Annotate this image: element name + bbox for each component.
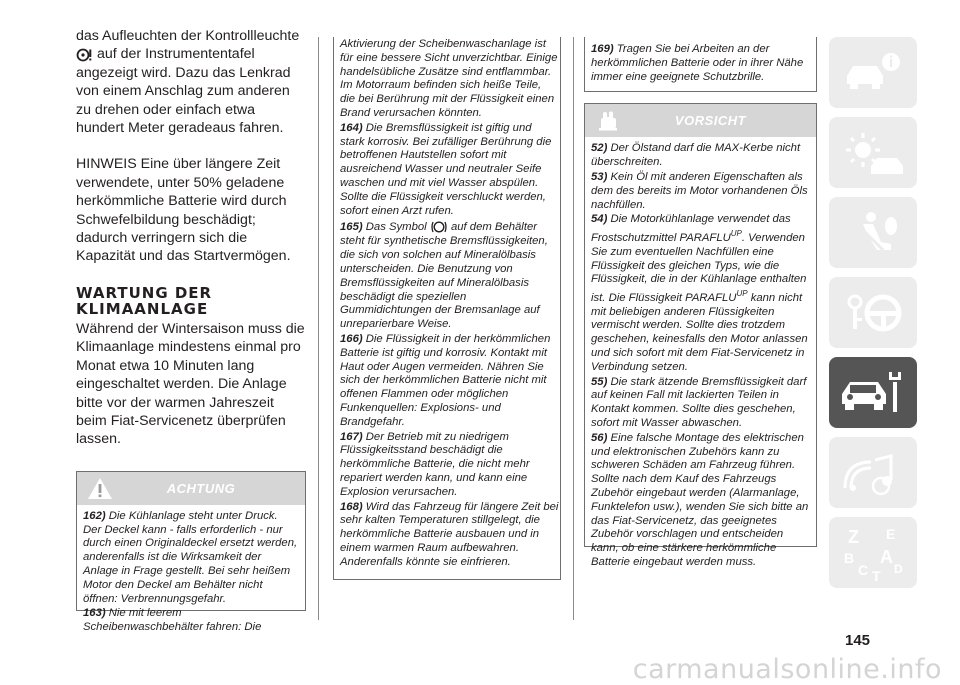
warning-item xyxy=(83,607,299,635)
item-number: 55) xyxy=(591,375,608,388)
heading-line: WARTUNG DER xyxy=(76,283,213,302)
page-number: 145 xyxy=(845,632,871,649)
warning-item xyxy=(340,501,559,570)
caution-item xyxy=(591,432,812,570)
item-text: Der Ölstand darf die MAX-Kerbe nicht überschreiten. xyxy=(591,142,801,169)
column-divider xyxy=(573,37,574,620)
item-text: Die Bremsflüssigkeit ist giftig und stark korrosiv. Bei zufälliger Berührung die betroffenen Hautstellen sofort mit ausreichend Wasser und neutraler Seife waschen und mit viel Wasser abspülen. Sollte die Flüssigkeit verschluckt werden, sofort einen Arzt rufen. xyxy=(340,121,552,217)
sidebar-tab-warning-lights[interactable] xyxy=(829,117,917,188)
caution-item xyxy=(591,171,812,212)
index-letter: B xyxy=(844,549,855,566)
sidebar-tab-starting-driving[interactable] xyxy=(829,277,917,348)
item-text: Eine falsche Montage des elektrischen und elektronischen Zubehörs kann zu schweren Schäden am Fahrzeug führen. Sollte nach dem Kauf des Fahrzeugs Zubehör eingebaut werden (Alarmanlage, Funktelefon usw.), wenden Sie sich bitte an das Fiat-Servicenetz, das geeignetes Zubehör vorschlagen und entscheiden kann, ob eine stärkere herkömmliche Batterie eingebaut werden muss. xyxy=(591,431,809,569)
item-text: Wird das Fahrzeug für längere Zeit bei sehr kalten Temperaturen stillgelegt, die herkömmliche Batterie ausbauen und in einem warmen Raum aufbewahren. Anderenfalls könnte sie einfrieren. xyxy=(340,500,559,568)
item-text: Behälter steht für synthetische Bremsflüssigkeiten, die sich von solchen auf Mineralölbasis unterscheiden. Die Benutzung von Bremsflüssigkeiten auf Mineralölbasis beschädigt die speziellen Gummidichtungen der Bremsanlage auf unreparierbare Weise. xyxy=(340,221,548,331)
warning-item xyxy=(591,43,810,84)
item-number: 166) xyxy=(340,332,363,345)
item-number: 168) xyxy=(340,500,363,513)
warning-header xyxy=(77,472,305,505)
power-steering-warning-icon xyxy=(76,48,93,62)
superscript: UP xyxy=(730,229,742,239)
sidebar-tab-car-info[interactable] xyxy=(829,37,917,108)
multimedia-icon xyxy=(841,448,905,498)
item-text: Tragen Sie bei Arbeiten an der herkömmlichen Batterie oder in ihrer Nähe immer eine geeignete Schutzbrille. xyxy=(591,43,804,83)
car-service-icon xyxy=(838,368,908,418)
item-number: 169) xyxy=(591,43,614,55)
item-number: 167) xyxy=(340,430,363,443)
text-line: wird. Dazu das Lenkrad von einem Anschlag zum anderen zu drehen oder einfach etwa hundert Meter geradeaus fahren. xyxy=(76,64,291,137)
item-text: Das Symbol xyxy=(365,221,427,234)
caution-header xyxy=(585,104,816,137)
item-text: Die Flüssigkeit in der herkömmlichen Batterie ist giftig und korrosiv. Kontakt mit Haut oder Augen vermeiden. Nähren Sie sich der herkömmlichen Batterie nicht mit offenen Flammen oder möglichen Funkenquellen: Explosions- und Brandgefahr. xyxy=(340,332,551,428)
caution-item xyxy=(591,213,812,374)
item-text: Die stark ätzende Bremsflüssigkeit darf auf keinen Fall mit lackierten Teilen in Kontakt kommen. Sollte dies geschehen, sofort mit Wasser abwaschen. xyxy=(591,375,807,430)
sidebar-tab-index[interactable] xyxy=(829,517,917,588)
item-text: Die Motorkühlanlage verwendet das Frostschutzmittel PARAFLU xyxy=(591,213,791,244)
item-number: 52) xyxy=(591,142,608,155)
watermark-text: carmanualsonline.info xyxy=(632,654,942,685)
column-2 xyxy=(333,37,561,580)
index-letter: D xyxy=(894,561,903,576)
index-letter: C xyxy=(858,561,869,578)
index-letter: Z xyxy=(848,526,859,547)
sidebar-tab-maintenance[interactable] xyxy=(829,357,917,428)
heading-line: KLIMAANLAGE xyxy=(76,299,209,318)
superscript: UP xyxy=(736,289,748,299)
item-text: kann nicht mit beliebigen anderen Flüssigkeiten vermischt werden. Sollte dies trotzdem geschehen, keinesfalls den Motor anlassen und sich sofort mit dem Fiat-Servicenetz in Verbindung setzen. xyxy=(591,291,808,373)
column-divider xyxy=(318,37,319,620)
item-number: 53) xyxy=(591,170,608,183)
airbag-seat-icon xyxy=(843,208,903,258)
column-3 xyxy=(584,37,817,569)
sidebar-tab-safety[interactable] xyxy=(829,197,917,268)
warning-item xyxy=(83,510,299,607)
item-text: Aktivierung der Scheibenwaschanlage ist für eine bessere Sicht unverzichtbar. Einige handelsübliche Zusätze sind entflammbar. Im Motorraum befinden sich heiße Teile, die bei Berührung mit der Flüssigkeit einen Brand verursachen könnten. xyxy=(340,38,558,119)
caution-item xyxy=(591,142,812,170)
column-1 xyxy=(76,27,306,634)
item-text: . Verwenden Sie zum eventuellen Nachfüllen eine Flüssigkeit des gleichen Typs, wie die Flüssigkeit, die in der Kühlanlage enthalten ist. Die Flüssigkeit PARAFLU xyxy=(591,231,807,304)
steering-key-icon xyxy=(841,288,905,338)
brake-fluid-symbol-icon xyxy=(430,219,448,235)
text-line: auf der Instrumententafel angezeigt xyxy=(76,46,255,81)
warning-item xyxy=(340,122,559,219)
item-number: 56) xyxy=(591,431,608,444)
index-letter: T xyxy=(872,567,881,583)
footer-watermark xyxy=(0,652,960,683)
item-text: auf dem xyxy=(450,221,492,234)
caution-item xyxy=(591,376,812,431)
warning-box xyxy=(76,471,306,634)
text-line: das Aufleuchten der Kontrollleuchte xyxy=(76,28,300,44)
sidebar-tab-multimedia[interactable] xyxy=(829,437,917,508)
section-heading xyxy=(76,285,306,317)
item-number: 165) xyxy=(340,221,363,234)
warning-continued-box xyxy=(333,37,561,580)
index-letters-icon xyxy=(838,523,908,583)
car-info-icon xyxy=(841,50,905,96)
caution-box xyxy=(584,103,817,569)
warning-content xyxy=(77,505,305,635)
item-number: 163) xyxy=(83,607,106,620)
chapter-sidebar xyxy=(829,37,917,597)
warning-continued-box xyxy=(584,37,817,92)
intro-paragraph xyxy=(76,27,306,137)
item-text: Der Betrieb mit zu niedrigem Flüssigkeitsstand beschädigt die herkömmliche Batterie, die nicht mehr repariert werden kann, und kann eine Explosion verursachen. xyxy=(340,430,530,498)
item-text: Kein Öl mit anderen Eigenschaften als dem des bereits im Motor vorhandenen Öls nachfüllen. xyxy=(591,170,808,211)
item-number: 162) xyxy=(83,509,106,522)
index-letter: A xyxy=(880,546,893,567)
caution-title: VORSICHT xyxy=(674,113,747,129)
index-letter: E xyxy=(886,525,896,542)
item-number: 54) xyxy=(591,213,608,226)
warning-item xyxy=(340,431,559,500)
warning-item xyxy=(340,333,559,430)
climate-paragraph: Während der Wintersaison muss die Klimaanlage mindestens einmal pro Monat etwa 10 Minuten lang eingeschaltet werden. Die Anlage bitte vor der warmen Jahreszeit beim Fiat-Servicenetz überprüfen lassen. xyxy=(76,320,305,448)
item-number: 164) xyxy=(340,121,363,134)
note-battery: HINWEIS Eine über längere Zeit verwendete, unter 50% geladene herkömmliche Batterie wird durch Schwefelbildung beschädigt; dadurch verringern sich die Kapazität und das Startvermögen. xyxy=(76,156,291,265)
warning-lights-icon xyxy=(841,128,905,178)
warning-title: ACHTUNG xyxy=(166,480,236,496)
warning-item xyxy=(340,219,559,332)
caution-content xyxy=(585,137,816,569)
item-text: Die Kühlanlage steht unter Druck. Der Deckel kann - falls erforderlich - nur durch einen Originaldeckel ersetzt werden, anderenfalls ist die Wirksamkeit der Anlage in Frage gestellt. Bei sehr heißem Motor den Deckel am Behälter nicht öffnen: Verbrennungsgefahr. xyxy=(83,509,298,605)
item-text: Nie mit leerem Scheibenwaschbehälter fahren: Die xyxy=(83,607,262,634)
